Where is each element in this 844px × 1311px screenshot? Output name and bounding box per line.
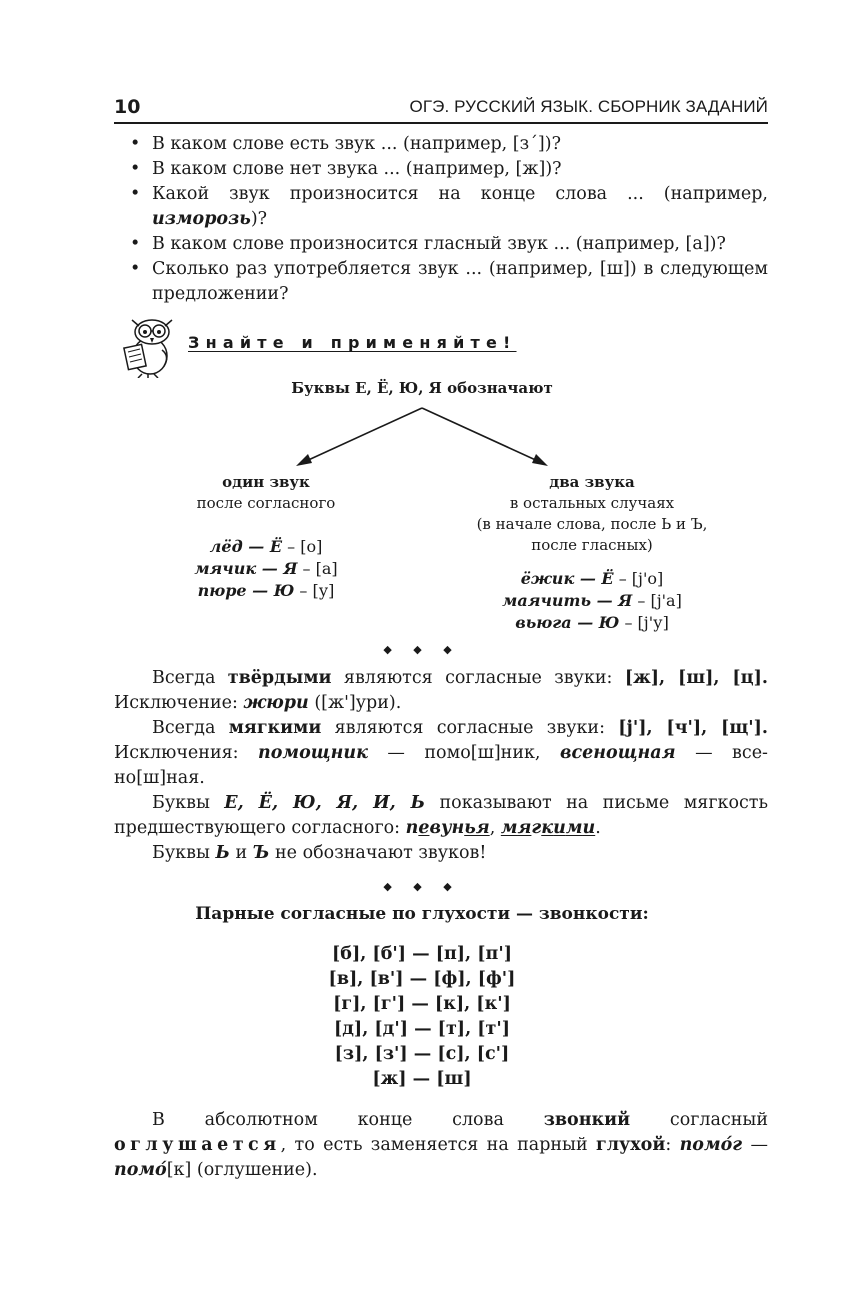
example-word: помощник bbox=[258, 743, 368, 763]
arrow-left-icon bbox=[304, 408, 422, 462]
list-item bbox=[130, 257, 768, 307]
example-row bbox=[447, 568, 737, 590]
bullet-icon: • bbox=[130, 159, 141, 179]
example-row bbox=[166, 536, 366, 558]
list-item bbox=[130, 182, 768, 232]
example-word: маячить — Я bbox=[502, 591, 633, 610]
pairs-title: Парные согласные по глухости — звонкости: bbox=[195, 904, 649, 924]
question-list bbox=[130, 132, 768, 307]
term-voiced: звонкий bbox=[543, 1110, 631, 1130]
one-sound-column bbox=[166, 472, 366, 602]
arrow-right-icon bbox=[422, 408, 540, 462]
example-word: помо́г bbox=[679, 1135, 743, 1155]
letter-list: Е, Ё, Ю, Я, И, Ь bbox=[224, 793, 426, 813]
example-sound: – [j'у] bbox=[619, 613, 669, 632]
sound-list: [ж], [ш], [ц]. bbox=[624, 668, 768, 688]
term-soft: мягкими bbox=[228, 718, 322, 738]
diagram-title bbox=[0, 379, 844, 397]
list-item-text: Какой звук произносится на конце слова ... (например, bbox=[152, 184, 768, 204]
bullet-icon: • bbox=[130, 234, 141, 254]
consonant-pairs-list bbox=[0, 942, 844, 1092]
example-sound: – [у] bbox=[294, 581, 335, 600]
letter-hard-sign: Ъ bbox=[252, 843, 270, 863]
example-row bbox=[447, 612, 737, 634]
example-word: мягкими bbox=[500, 818, 596, 838]
list-item: [д], [д'] — [т], [т'] bbox=[333, 1019, 511, 1039]
two-sounds-condition: (в начале слова, после Ь и Ъ, bbox=[476, 515, 708, 533]
list-item: [г], [г'] — [к], [к'] bbox=[333, 994, 511, 1014]
example-word: пюре — Ю bbox=[197, 581, 295, 600]
two-sounds-condition: в остальных случаях bbox=[509, 494, 675, 512]
two-sounds-heading: два звука bbox=[549, 473, 635, 491]
bullet-icon: • bbox=[130, 184, 141, 204]
list-item bbox=[130, 232, 768, 257]
example-word: изморозь bbox=[152, 209, 251, 229]
separator-diamonds: ◆ ◆ ◆ bbox=[383, 643, 461, 656]
list-item: [з], [з'] — [с], [с'] bbox=[334, 1044, 510, 1064]
example-row bbox=[166, 580, 366, 602]
example-sound: – [j'а] bbox=[632, 591, 682, 610]
example-word: всенощная bbox=[559, 743, 676, 763]
list-item: [ж] — [ш] bbox=[372, 1069, 472, 1089]
letter-soft-sign: Ь bbox=[215, 843, 230, 863]
two-sounds-condition: после гласных) bbox=[531, 536, 653, 554]
owl-with-book-icon bbox=[114, 312, 184, 378]
sound-list: [j'], [ч'], [щ']. bbox=[618, 718, 768, 738]
list-item: [б], [б'] — [п], [п'] bbox=[332, 944, 512, 964]
list-item bbox=[130, 132, 768, 157]
page-number: 10 bbox=[114, 96, 141, 118]
term-hard: твёрдыми bbox=[227, 668, 332, 688]
diagram-title-text: Буквы Е, Ё, Ю, Я обозначают bbox=[291, 379, 553, 397]
example-word: помо́ bbox=[114, 1160, 167, 1180]
paragraph-devoicing: В абсолютном конце слова звонкий согласный оглушается, то есть заменяется на парный глухой: помо́г — помо́[к] (оглушение). bbox=[114, 1110, 769, 1180]
example-sound: – [а] bbox=[297, 559, 338, 578]
bullet-icon: • bbox=[130, 134, 141, 154]
term-voiceless: глухой bbox=[595, 1135, 666, 1155]
example-row bbox=[447, 590, 737, 612]
example-row bbox=[166, 558, 366, 580]
paragraph-hard-consonants: Всегда твёрдыми являются согласные звуки: [ж], [ш], [ц]. Исключение: жюри ([ж']ури). bbox=[114, 668, 768, 713]
example-word: лёд — Ё bbox=[209, 537, 283, 556]
one-sound-condition: после согласного bbox=[196, 494, 336, 512]
example-sound: – [j'о] bbox=[613, 569, 664, 588]
list-item: [в], [в'] — [ф], [ф'] bbox=[328, 969, 516, 989]
diagram-arrows bbox=[0, 400, 844, 480]
bullet-icon: • bbox=[130, 259, 141, 279]
running-title: ОГЭ. РУССКИЙ ЯЗЫК. СБОРНИК ЗАДАНИЙ bbox=[409, 97, 768, 116]
term-devoiced: оглушается bbox=[114, 1135, 281, 1155]
paragraph-softness-letters: Буквы Е, Ё, Ю, Я, И, Ь показывают на письме мягкость предшествующего согласного: певунья, мягкими. bbox=[114, 793, 768, 838]
example-word: мячик — Я bbox=[194, 559, 298, 578]
example-sound: – [о] bbox=[282, 537, 323, 556]
example-word: ёжик — Ё bbox=[520, 569, 614, 588]
page-header bbox=[114, 94, 768, 124]
paragraph-soft-consonants: Всегда мягкими являются согласные звуки: [j'], [ч'], [щ']. Исключения: помощник — помо[ш]ник, всенощная — все-но[ш]ная. bbox=[114, 718, 768, 788]
example-word: жюри bbox=[243, 693, 309, 713]
section-title: Знайте и применяйте! bbox=[188, 333, 517, 352]
one-sound-heading: один звук bbox=[222, 473, 310, 491]
list-item-text: В каком слове нет звука ... (например, [ж])? bbox=[152, 159, 562, 179]
list-item-text: Сколько раз употребляется звук ... (например, [ш]) в следующем предложении? bbox=[152, 259, 768, 304]
list-item-text: )? bbox=[250, 209, 268, 229]
list-item-text: В каком слове есть звук ... (например, [з´])? bbox=[152, 134, 561, 154]
example-word: певунья bbox=[405, 818, 490, 838]
separator-diamonds: ◆ ◆ ◆ bbox=[383, 880, 461, 893]
list-item bbox=[130, 157, 768, 182]
two-sounds-column bbox=[447, 472, 737, 634]
example-word: вьюга — Ю bbox=[515, 613, 620, 632]
paragraph-signs: Буквы Ь и Ъ не обозначают звуков! bbox=[152, 843, 487, 863]
list-item-text: В каком слове произносится гласный звук ... (например, [а])? bbox=[152, 234, 726, 254]
